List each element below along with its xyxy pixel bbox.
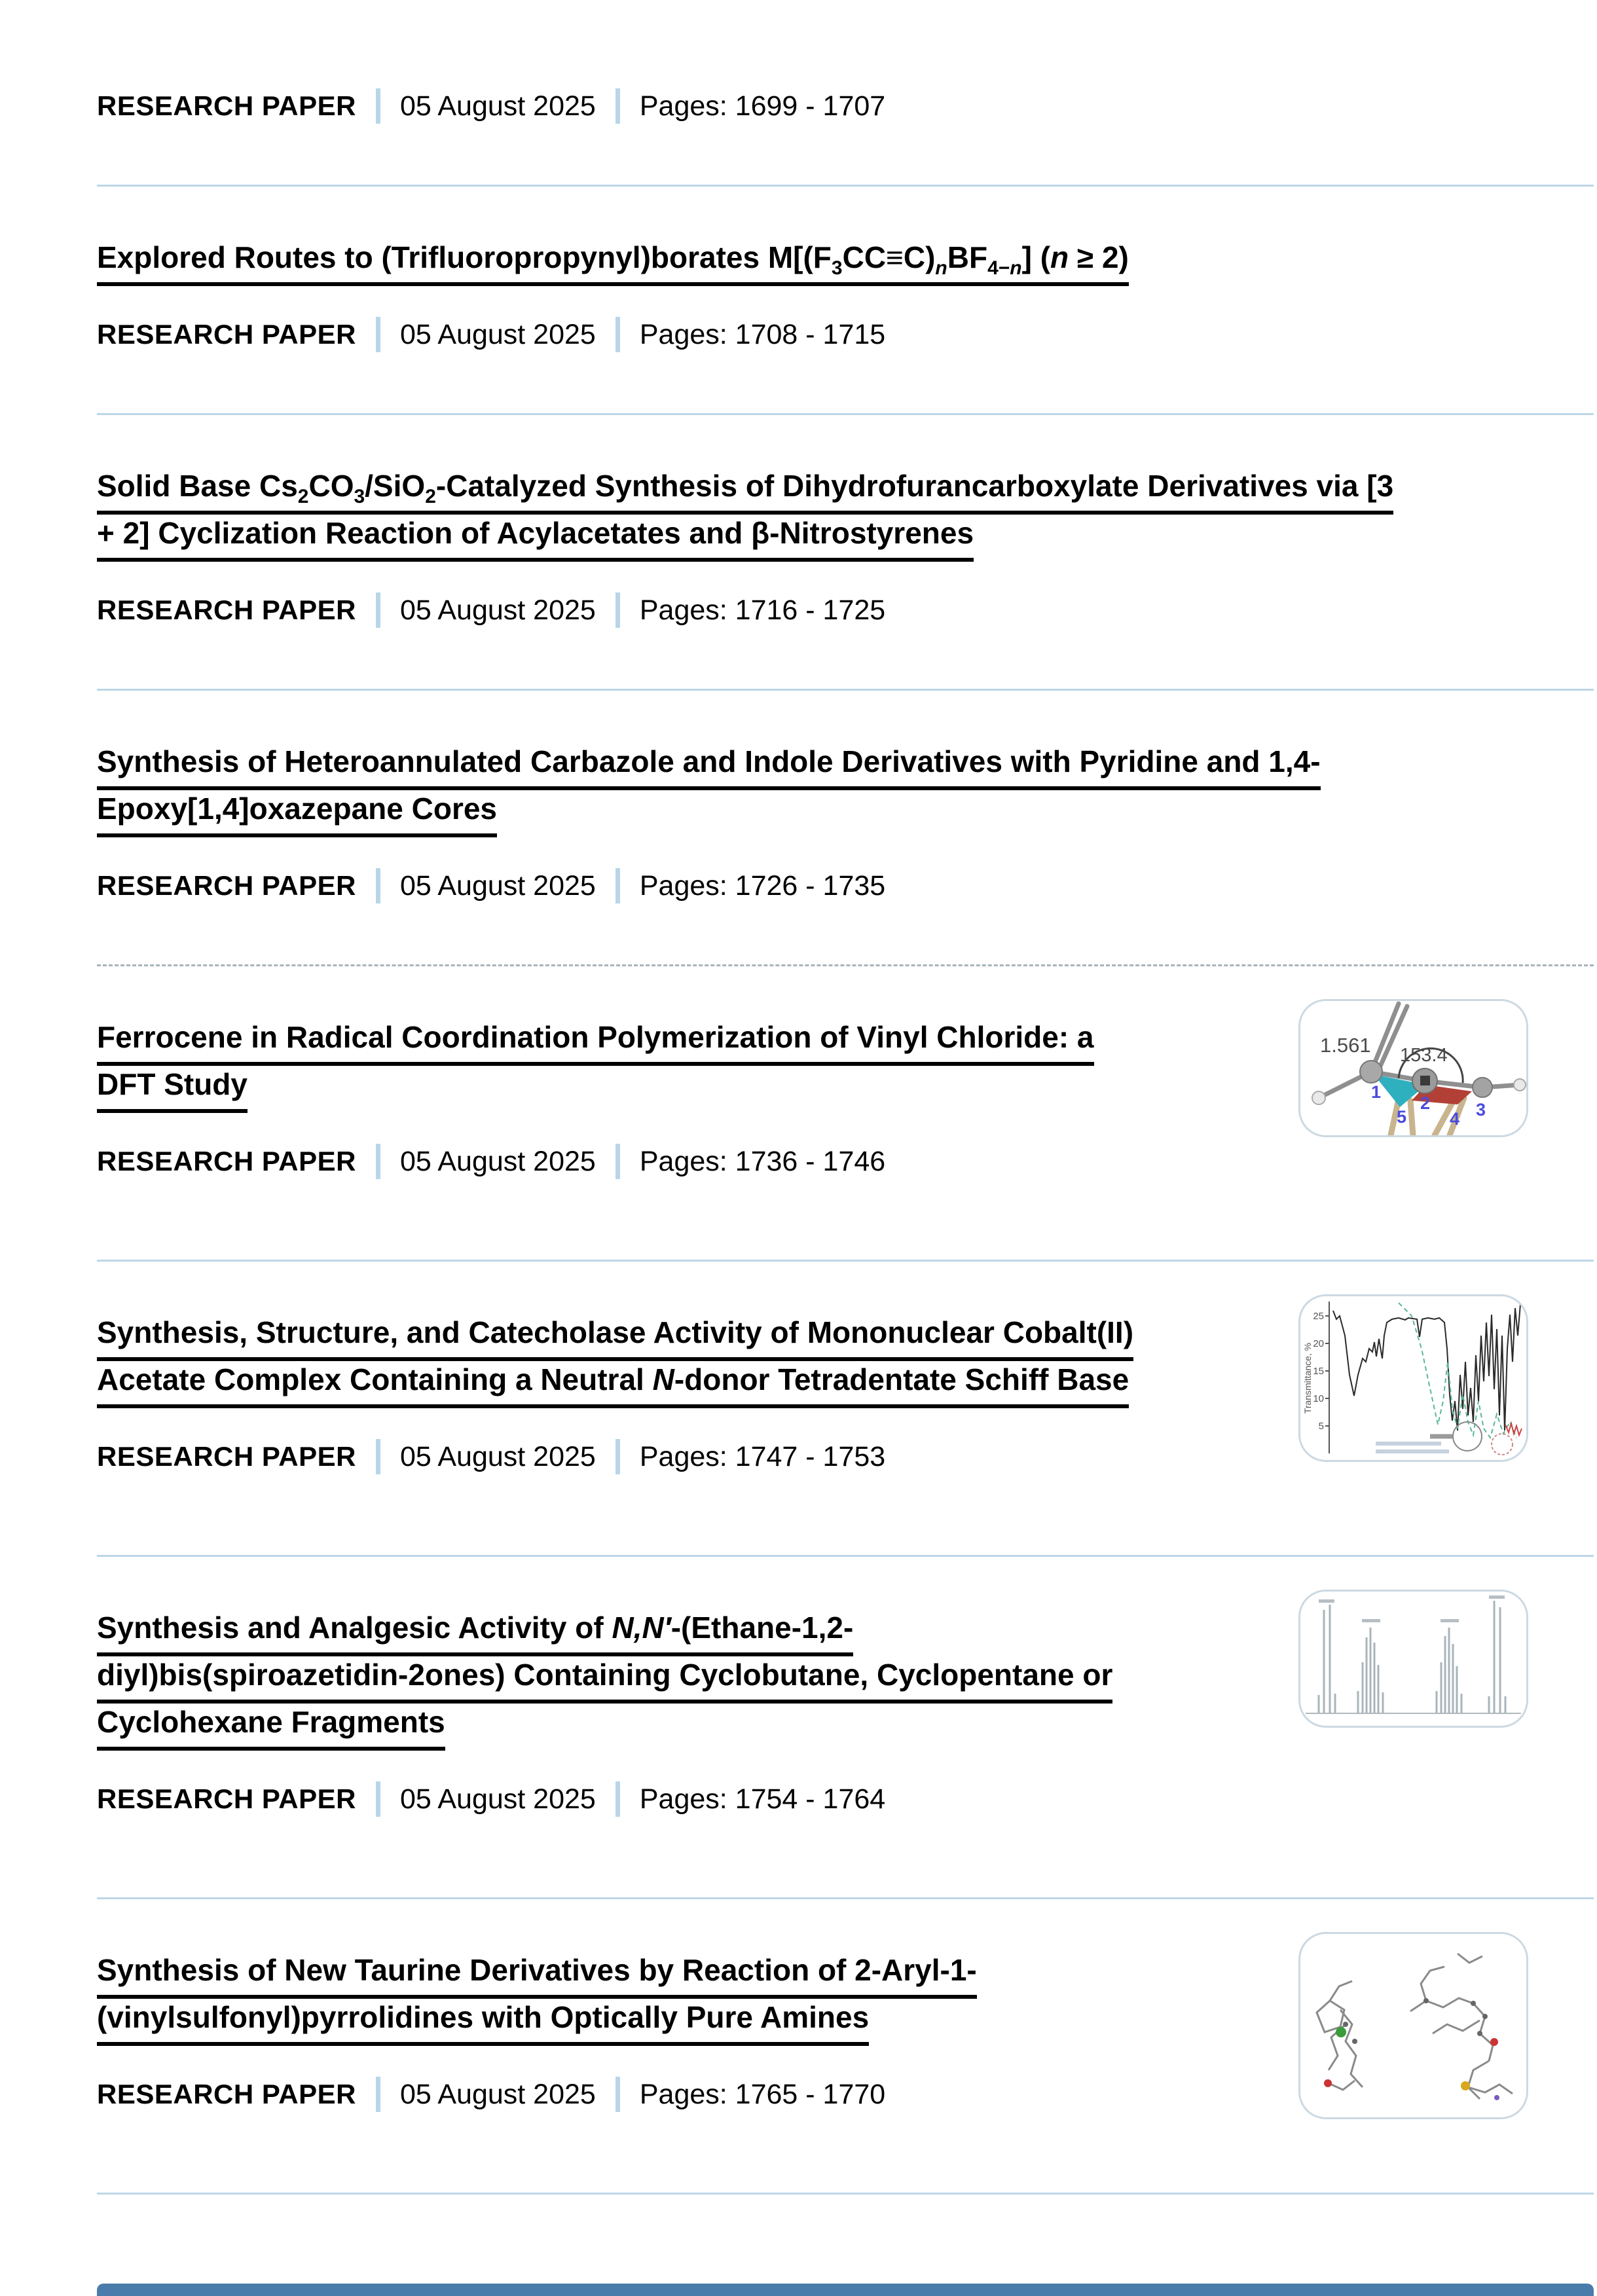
dft-molecule-figure bbox=[1300, 1001, 1526, 1135]
article-entry-body bbox=[97, 187, 1524, 352]
article-title-link[interactable] bbox=[97, 415, 1524, 562]
article-pages: Pages: 1754 - 1764 bbox=[639, 1783, 886, 1815]
article-meta-row bbox=[97, 869, 1524, 903]
article-type-label: RESEARCH PAPER bbox=[97, 2079, 356, 2109]
article-pages: Pages: 1699 - 1707 bbox=[639, 90, 886, 122]
meta-separator bbox=[615, 2077, 620, 2112]
svg-text:4: 4 bbox=[1450, 1109, 1460, 1129]
svg-text:10: 10 bbox=[1313, 1393, 1324, 1404]
meta-separator bbox=[615, 317, 620, 352]
bottom-banner-bar bbox=[97, 2284, 1594, 2296]
article-date: 05 August 2025 bbox=[399, 869, 596, 902]
article-type-label: RESEARCH PAPER bbox=[97, 90, 356, 121]
meta-separator bbox=[376, 317, 380, 352]
title-line: Acetate Complex Containing a Neutral N-donor Tetradentate Schiff Base bbox=[97, 1361, 1524, 1408]
article-pages: Pages: 1708 - 1715 bbox=[639, 318, 886, 350]
article-date: 05 August 2025 bbox=[399, 318, 596, 350]
article-entry bbox=[97, 691, 1594, 966]
article-date: 05 August 2025 bbox=[399, 2078, 596, 2110]
peak-labels bbox=[1319, 1595, 1505, 1622]
y-axis-label: Transmittance, % bbox=[1302, 1342, 1313, 1414]
svg-text:15: 15 bbox=[1313, 1366, 1324, 1377]
article-entry bbox=[97, 1899, 1594, 2195]
article-meta-row bbox=[97, 1782, 1524, 1816]
article-pages: Pages: 1765 - 1770 bbox=[639, 2078, 886, 2110]
article-date: 05 August 2025 bbox=[399, 1783, 596, 1815]
article-pages: Pages: 1736 - 1746 bbox=[639, 1145, 886, 1177]
meta-separator bbox=[615, 868, 620, 903]
peak-cluster bbox=[1358, 1628, 1383, 1713]
svg-text:5: 5 bbox=[1318, 1421, 1324, 1432]
article-date: 05 August 2025 bbox=[399, 594, 596, 626]
svg-text:2: 2 bbox=[1420, 1093, 1431, 1113]
meta-separator bbox=[376, 592, 380, 628]
title-line: Synthesis, Structure, and Catecholase Activity of Mononuclear Cobalt(II) bbox=[97, 1314, 1524, 1361]
article-title-link[interactable] bbox=[97, 691, 1524, 837]
right-molecule-bonds bbox=[1410, 1954, 1513, 2099]
angle-label: 153.4 bbox=[1400, 1045, 1448, 1066]
black-trace bbox=[1333, 1304, 1520, 1430]
meta-separator bbox=[615, 1439, 620, 1474]
article-entry bbox=[97, 89, 1594, 187]
article-entry-body bbox=[97, 89, 1524, 123]
crystal-structures-figure bbox=[1300, 1934, 1526, 2117]
red-callout-circle bbox=[1492, 1434, 1513, 1455]
article-meta-row bbox=[97, 593, 1524, 627]
title-line: Synthesis of Heteroannulated Carbazole and Indole Derivatives with Pyridine and 1,4- bbox=[97, 743, 1524, 790]
nmr-spectrum-figure bbox=[1300, 1592, 1526, 1726]
meta-separator bbox=[615, 88, 620, 124]
title-line: Solid Base $Cs_2CO_3/SiO_2$-Catalyzed Synthesis of Dihydrofurancarboxylate Derivatives via [3 bbox=[97, 467, 1524, 515]
nmr-spectrum-thumbnail[interactable] bbox=[1298, 1590, 1528, 1728]
article-entry bbox=[97, 415, 1594, 691]
article-entry-body bbox=[97, 415, 1524, 627]
small-annotation-line bbox=[1376, 1449, 1449, 1453]
article-date: 05 August 2025 bbox=[399, 1440, 596, 1472]
title-line: DFT Study bbox=[97, 1066, 1524, 1113]
meta-separator bbox=[376, 1144, 380, 1179]
article-pages: Pages: 1716 - 1725 bbox=[639, 594, 886, 626]
article-meta-row bbox=[97, 1144, 1524, 1178]
meta-separator bbox=[376, 868, 380, 903]
article-date: 05 August 2025 bbox=[399, 1145, 596, 1177]
article-type-label: RESEARCH PAPER bbox=[97, 594, 356, 625]
meta-separator bbox=[376, 1439, 380, 1474]
title-line: Synthesis and Analgesic Activity of N,N′-(Ethane-1,2- bbox=[97, 1609, 1524, 1656]
meta-separator bbox=[376, 2077, 380, 2112]
title-line: diyl)bis(spiroazetidin-2ones) Containing Cyclobutane, Cyclopentane or bbox=[97, 1656, 1524, 1704]
article-entry bbox=[97, 1262, 1594, 1557]
article-meta-row bbox=[97, 318, 1524, 352]
title-line: + 2] Cyclization Reaction of Acylacetates and β-Nitrostyrenes bbox=[97, 515, 1524, 562]
svg-text:20: 20 bbox=[1313, 1338, 1324, 1349]
meta-separator bbox=[376, 88, 380, 124]
title-line: Synthesis of New Taurine Derivatives by Reaction of 2-Aryl-1- bbox=[97, 1952, 1524, 1999]
article-entry bbox=[97, 187, 1594, 415]
ir-spectrum-thumbnail[interactable] bbox=[1298, 1294, 1528, 1462]
article-type-label: RESEARCH PAPER bbox=[97, 1441, 356, 1472]
ir-spectrum-figure bbox=[1300, 1296, 1526, 1460]
article-list bbox=[97, 0, 1594, 2195]
article-entry bbox=[97, 966, 1594, 1262]
peak-cluster bbox=[1319, 1605, 1335, 1713]
meta-separator bbox=[615, 1781, 620, 1817]
article-title-link[interactable] bbox=[97, 187, 1524, 286]
crystal-structures-thumbnail[interactable] bbox=[1298, 1932, 1528, 2119]
article-pages: Pages: 1747 - 1753 bbox=[639, 1440, 886, 1472]
entry-divider bbox=[97, 2193, 1594, 2195]
small-annotation-line bbox=[1376, 1442, 1441, 1446]
title-line: Ferrocene in Radical Coordination Polymerization of Vinyl Chloride: a bbox=[97, 1019, 1524, 1066]
title-line: Cyclohexane Fragments bbox=[97, 1704, 1524, 1751]
meta-separator bbox=[615, 1144, 620, 1179]
article-type-label: RESEARCH PAPER bbox=[97, 1146, 356, 1176]
svg-text:5: 5 bbox=[1397, 1107, 1407, 1127]
article-pages: Pages: 1726 - 1735 bbox=[639, 869, 886, 902]
title-line: Epoxy[1,4]oxazepane Cores bbox=[97, 790, 1524, 837]
svg-text:25: 25 bbox=[1313, 1311, 1324, 1322]
article-type-label: RESEARCH PAPER bbox=[97, 1783, 356, 1814]
svg-text:1: 1 bbox=[1371, 1082, 1382, 1102]
svg-text:3: 3 bbox=[1476, 1100, 1486, 1120]
article-entry bbox=[97, 1557, 1594, 1899]
peak-cluster bbox=[1489, 1601, 1505, 1713]
article-type-label: RESEARCH PAPER bbox=[97, 870, 356, 901]
callout-circle bbox=[1453, 1422, 1482, 1451]
title-line: Explored Routes to (Trifluoropropynyl)borates $M[(F_3CC\equiv C)_nBF_{4-n}] (n \ge 2)$ bbox=[97, 239, 1524, 286]
article-type-label: RESEARCH PAPER bbox=[97, 319, 356, 350]
meta-separator bbox=[376, 1781, 380, 1817]
bond-length-label: 1.561 bbox=[1320, 1034, 1371, 1057]
title-line: (vinylsulfonyl)pyrrolidines with Optically Pure Amines bbox=[97, 1999, 1524, 2046]
article-date: 05 August 2025 bbox=[399, 90, 596, 122]
article-entry-body bbox=[97, 691, 1524, 903]
peak-cluster bbox=[1437, 1628, 1461, 1713]
meta-separator bbox=[615, 592, 620, 628]
article-meta-row bbox=[97, 89, 1524, 123]
y-tick-labels bbox=[1313, 1311, 1324, 1432]
dft-molecule-thumbnail[interactable] bbox=[1298, 999, 1528, 1137]
